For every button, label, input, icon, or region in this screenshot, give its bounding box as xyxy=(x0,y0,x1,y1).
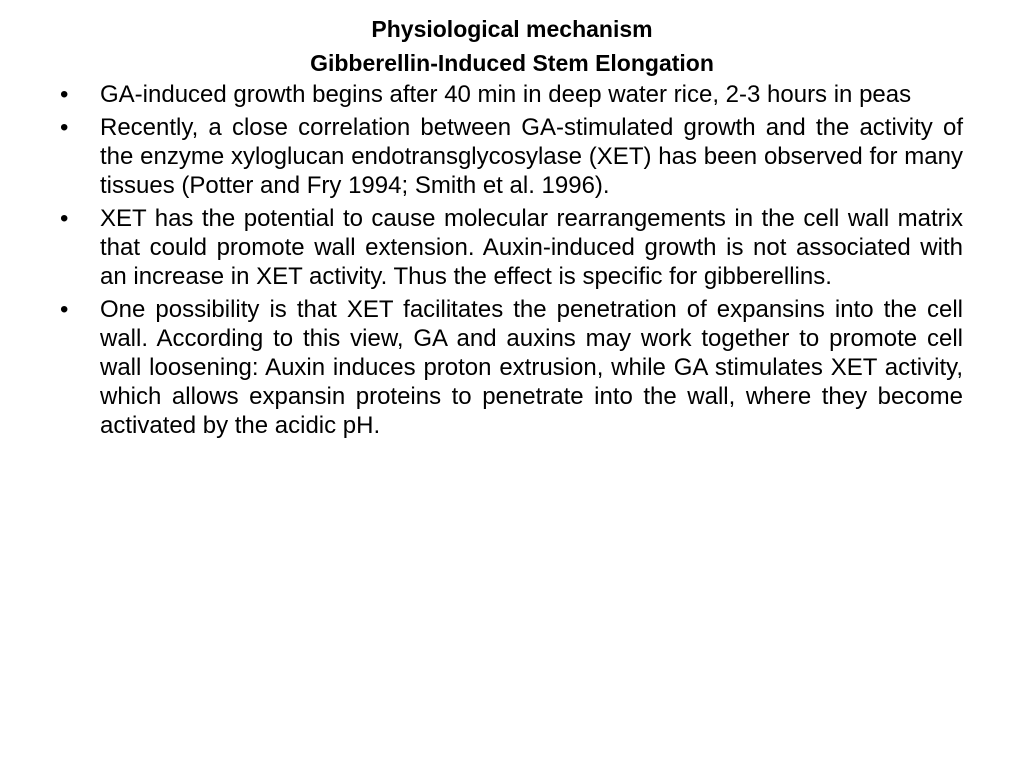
bullet-dot-icon: • xyxy=(60,81,69,108)
bullet-item-1 xyxy=(58,80,963,109)
slide-title xyxy=(0,12,1024,80)
bullet-item-3 xyxy=(58,204,963,291)
bullet-dot-icon: • xyxy=(60,114,69,141)
title-line-1: Physiological mechanism xyxy=(371,16,653,42)
bullet-dot-icon: • xyxy=(60,205,69,232)
bullet-item-2 xyxy=(58,113,963,200)
title-line-2: Gibberellin-Induced Stem Elongation xyxy=(310,50,714,76)
bullet-item-4 xyxy=(58,295,963,440)
bullet-text-4: One possibility is that XET facilitates the penetration of expansins into the cell wall. According to this view, GA and auxins may work together to promote cell wall loosening: Auxin induces proton extrusion, while GA stimulates XET activity, which allows expansin proteins to penetrate into the wall, where they become activated by the acidic pH. xyxy=(100,296,963,439)
bullet-list xyxy=(58,80,963,444)
bullet-text-3: XET has the potential to cause molecular rearrangements in the cell wall matrix that could promote wall extension. Auxin-induced growth is not associated with an increase in XET activity. Thus the effect is specific for gibberellins. xyxy=(100,205,963,290)
bullet-text-2: Recently, a close correlation between GA-stimulated growth and the activity of the enzyme xyloglucan endotransglycosylase (XET) has been observed for many tissues (Potter and Fry 1994; Smith et al. 1996). xyxy=(100,114,963,199)
bullet-text-1: GA-induced growth begins after 40 min in deep water rice, 2-3 hours in peas xyxy=(100,81,912,108)
bullet-dot-icon: • xyxy=(60,296,69,323)
